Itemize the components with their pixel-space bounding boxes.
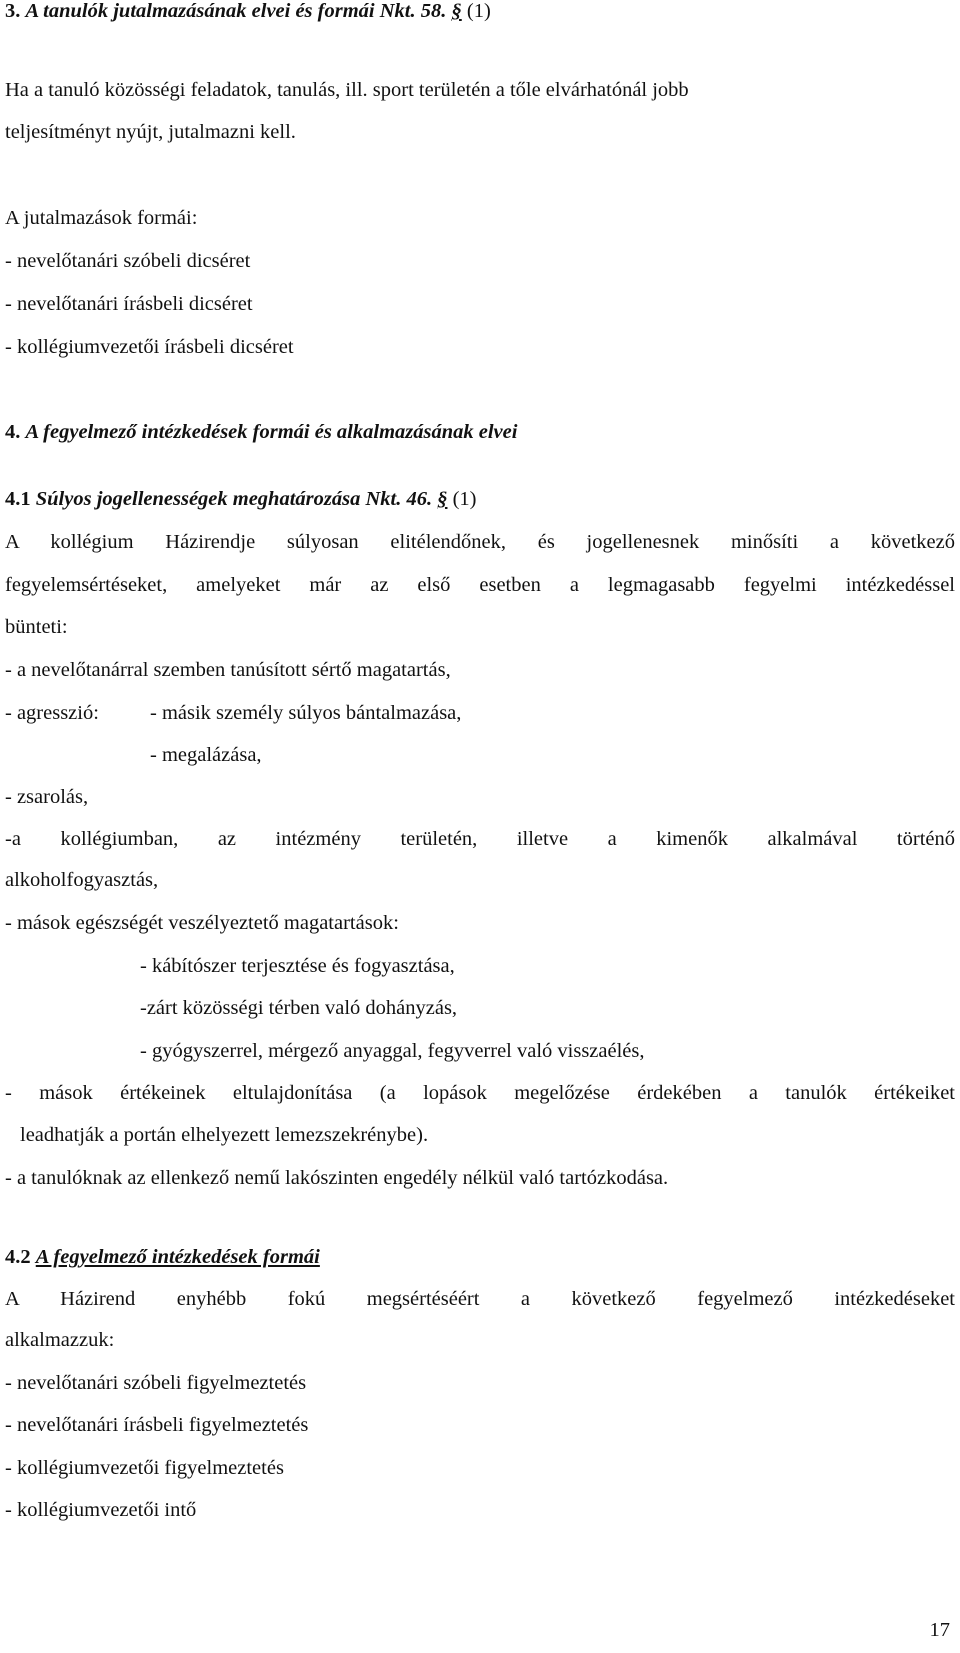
section-4-1-intro-line-3: bünteti: xyxy=(5,616,68,638)
violation-subitem: - másik személy súlyos bántalmazása, xyxy=(150,702,462,724)
violation-subitem: - megalázása, xyxy=(150,744,262,766)
reward-form-item: - nevelőtanári szóbeli dicséret xyxy=(5,250,251,272)
violation-subitem: - kábítószer terjesztése és fogyasztása, xyxy=(140,955,455,977)
section-4-1-paragraph-ref: (1) xyxy=(452,488,477,510)
violation-item: - a nevelőtanárral szemben tanúsított sértő magatartás, xyxy=(5,659,451,681)
reward-form-item: - nevelőtanári írásbeli dicséret xyxy=(5,293,253,315)
reward-form-item: - kollégiumvezetői írásbeli dicséret xyxy=(5,336,294,358)
section-4-2-intro-line-1: A Házirend enyhébb fokú megsértéséért a következő fegyelmező intézkedéseket xyxy=(5,1288,955,1310)
violation-item-alcohol-line-2: alkoholfogyasztás, xyxy=(5,869,159,891)
section-4-2-number: 4.2 xyxy=(5,1246,31,1268)
violation-item: - a tanulóknak az ellenkező nemű lakószinten engedély nélkül való tartózkodása. xyxy=(5,1167,669,1189)
section-3-paragraph-symbol: § xyxy=(451,0,462,22)
violation-item-alcohol-line-1: -a kollégiumban, az intézmény területén, illetve a kimenők alkalmával történő xyxy=(5,828,955,850)
section-3-body-line-1: Ha a tanuló közösségi feladatok, tanulás, ill. sport területén a tőle elvárhatónál jobb xyxy=(5,79,689,101)
violation-item-theft-line-1: - mások értékeinek eltulajdonítása (a lopások megelőzése érdekében a tanulók értékeiket xyxy=(5,1082,955,1104)
violation-item-aggression-label: - agresszió: xyxy=(5,702,99,724)
disciplinary-form-item: - kollégiumvezetői intő xyxy=(5,1499,197,1521)
violation-item: - mások egészségét veszélyeztető magatartások: xyxy=(5,912,399,934)
section-4-1-intro-line-1: A kollégium Házirendje súlyosan elitélendőnek, és jogellenesnek minősíti a következő xyxy=(5,531,955,553)
section-4-number: 4. xyxy=(5,421,21,443)
section-4-2-intro-line-2: alkalmazzuk: xyxy=(5,1329,115,1351)
page-number: 17 xyxy=(929,1619,950,1641)
section-3-body-line-2: teljesítményt nyújt, jutalmazni kell. xyxy=(5,121,296,143)
disciplinary-form-item: - nevelőtanári szóbeli figyelmeztetés xyxy=(5,1372,307,1394)
disciplinary-form-item: - nevelőtanári írásbeli figyelmeztetés xyxy=(5,1414,309,1436)
violation-item-theft-line-2: leadhatják a portán elhelyezett lemezszekrénybe). xyxy=(20,1124,429,1146)
rewards-forms-intro: A jutalmazások formái: xyxy=(5,207,198,229)
violation-subitem: - gyógyszerrel, mérgező anyaggal, fegyverrel való visszaélés, xyxy=(140,1040,645,1062)
section-4-2-title: A fegyelmező intézkedések formái xyxy=(35,1246,320,1268)
section-4-1-heading xyxy=(5,486,477,512)
section-4-1-number: 4.1 xyxy=(5,488,31,510)
section-4-title: A fegyelmező intézkedések formái és alkalmazásának elvei xyxy=(25,421,518,443)
section-3-title: A tanulók jutalmazásának elvei és formái Nkt. 58. xyxy=(25,0,447,22)
section-4-2-heading xyxy=(5,1244,320,1270)
section-3-heading xyxy=(5,0,491,24)
section-3-paragraph-ref: (1) xyxy=(466,0,491,22)
section-4-1-intro-line-2: fegyelemsértéseket, amelyeket már az első esetben a legmagasabb fegyelmi intézkedéssel xyxy=(5,574,955,596)
violation-item: - zsarolás, xyxy=(5,786,89,808)
section-4-heading xyxy=(5,419,517,445)
section-4-1-paragraph-symbol: § xyxy=(437,488,448,510)
section-4-1-title: Súlyos jogellenességek meghatározása Nkt. 46. xyxy=(35,488,433,510)
section-3-number: 3. xyxy=(5,0,21,22)
violation-subitem: -zárt közösségi térben való dohányzás, xyxy=(140,997,458,1019)
disciplinary-form-item: - kollégiumvezetői figyelmeztetés xyxy=(5,1457,284,1479)
